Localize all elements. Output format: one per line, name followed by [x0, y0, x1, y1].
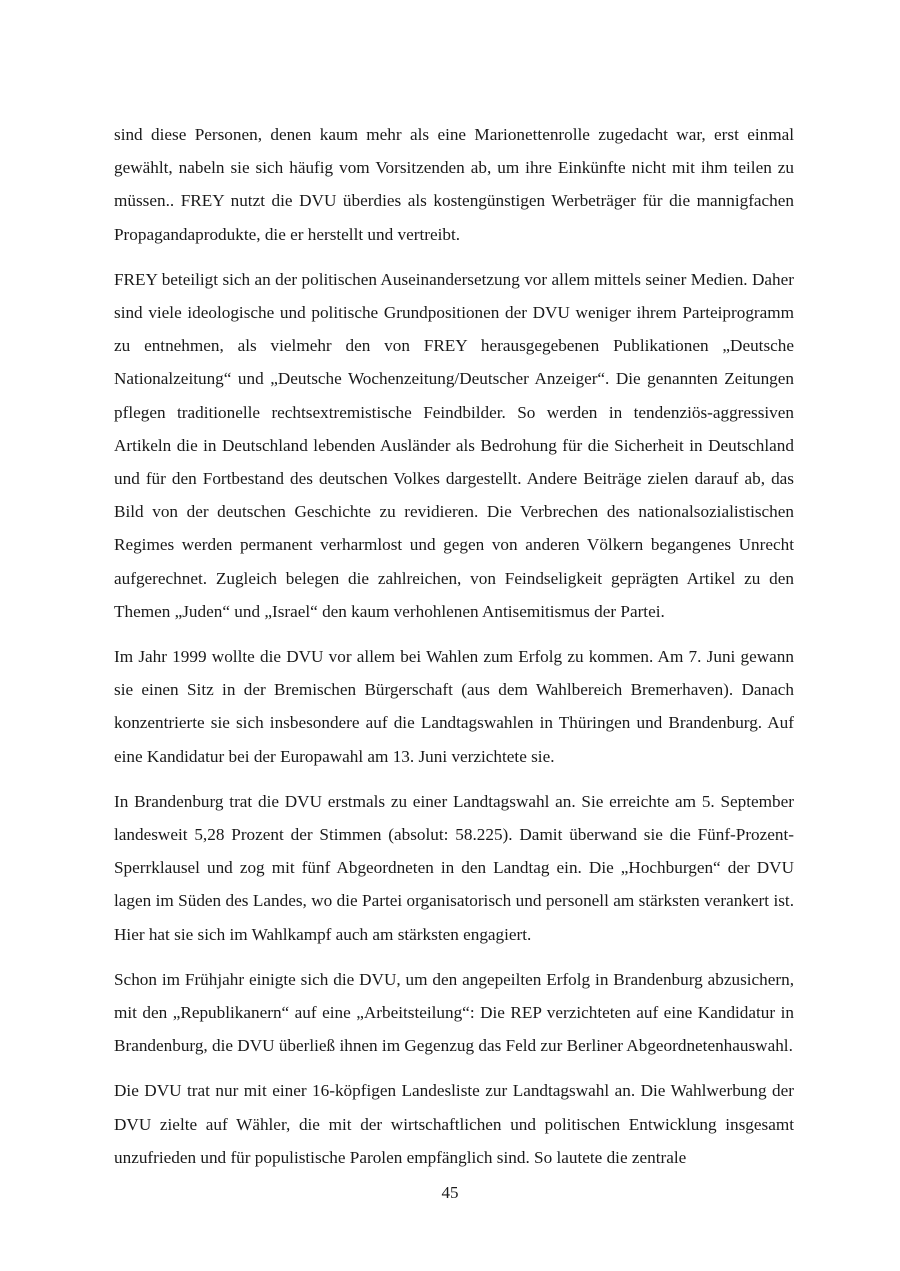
- paragraph-5: Schon im Frühjahr einigte sich die DVU, um den angepeilten Erfolg in Brandenburg abzusichern, mit den „Republikanern“ auf eine „Arbeitsteilung“: Die REP verzichteten auf eine Kandidatur in Brandenburg, die DVU überließ ihnen im Gegenzug das Feld zur Berliner Abgeordnetenhauswahl.: [114, 969, 794, 1056]
- paragraph-6: Die DVU trat nur mit einer 16-köpfigen Landesliste zur Landtagswahl an. Die Wahlwerbung der DVU zielte auf Wähler, die mit der wirtschaftlichen und politischen Entwicklung insgesamt unzufrieden und für populistische Parolen empfänglich sind. So lautete die zentrale: [114, 1081, 794, 1167]
- paragraph-2: FREY beteiligt sich an der politischen Auseinandersetzung vor allem mittels seiner Medien. Daher sind viele ideologische und politische Grundpositionen der DVU weniger ihrem Parteiprogramm zu entnehmen, als vielmehr den von FREY herausgegebenen Publikationen „Deutsche Nationalzeitung“ und „Deutsche Wochenzeitung/Deutscher Anzeiger“. Die genannten Zeitungen pflegen traditionelle rechtsextremistische Feindbilder. So werden in tendenziös-aggressiven Artikeln die in Deutschland lebenden Ausländer als Bedrohung für die Sicherheit in Deutschland und für den Fortbestand des deutschen Volkes dargestellt. Andere Beiträge zielen darauf ab, das Bild von der deutschen Geschichte zu revidieren. Die Verbrechen des nationalsozialistischen Regimes werden permanent verharmlost und gegen von anderen Völkern begangenes Unrecht aufgerechnet. Zugleich belegen die zahlreichen, von Feindseligkeit geprägten Artikel zu den Themen „Juden“ und „Israel“ den kaum verhohlenen Antisemitismus der Partei.: [114, 269, 794, 621]
- body-text: [114, 118, 794, 1186]
- paragraph-4: In Brandenburg trat die DVU erstmals zu einer Landtagswahl an. Sie erreichte am 5. September landesweit 5,28 Prozent der Stimmen (absolut: 58.225). Damit überwand sie die Fünf-Prozent-Sperrklausel und zog mit fünf Abgeordneten in den Landtag ein. Die „Hochburgen“ der DVU lagen im Süden des Landes, wo die Partei organisatorisch und personell am stärksten verankert ist. Hier hat sie sich im Wahlkampf auch am stärksten engagiert.: [114, 791, 794, 944]
- paragraph-3: Im Jahr 1999 wollte die DVU vor allem bei Wahlen zum Erfolg zu kommen. Am 7. Juni gewann sie einen Sitz in der Bremischen Bürgerschaft (aus dem Wahlbereich Bremerhaven). Danach konzentrierte sie sich insbesondere auf die Landtagswahlen in Thüringen und Brandenburg. Auf eine Kandidatur bei der Europawahl am 13. Juni verzichtete sie.: [114, 647, 794, 766]
- paragraph-1: sind diese Personen, denen kaum mehr als eine Marionettenrolle zugedacht war, erst einmal gewählt, nabeln sie sich häufig vom Vorsitzenden ab, um ihre Einkünfte nicht mit ihm teilen zu müssen.. FREY nutzt die DVU überdies als kostengünstigen Werbeträger für die mannigfachen Propagandaprodukte, die er herstellt und vertreibt.: [114, 125, 794, 244]
- page-number: 45: [441, 1183, 459, 1202]
